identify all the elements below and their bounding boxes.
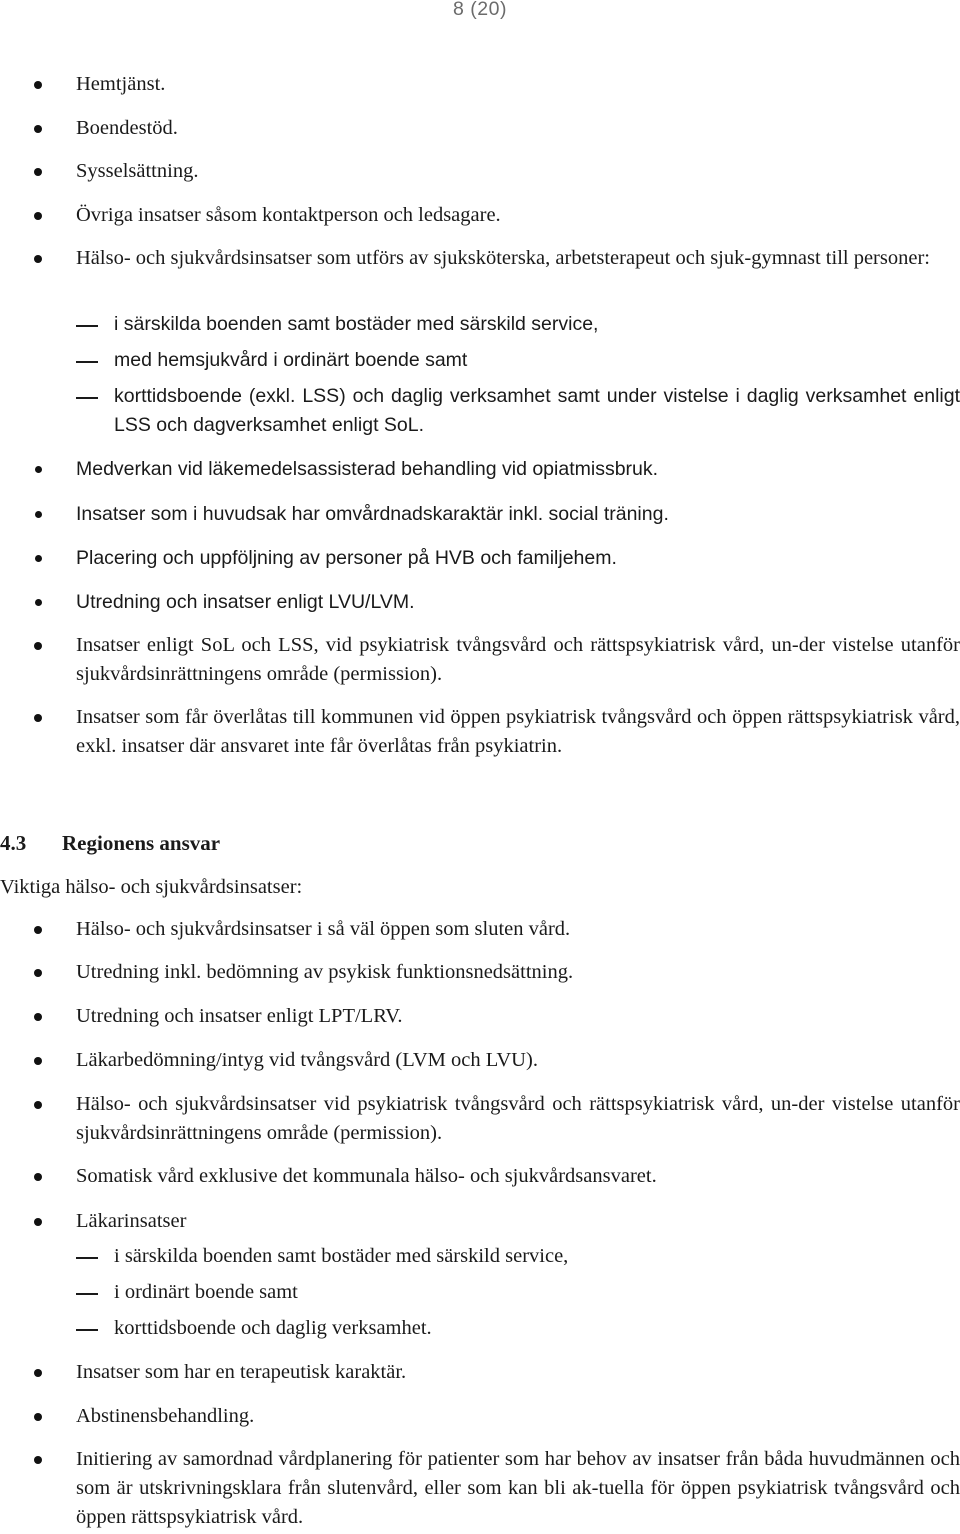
list-item: Insatser som har en terapeutisk karaktär. <box>76 1361 407 1383</box>
list-item: Hälso- och sjukvårdsinsatser som utförs av sjuksköterska, arbetsterapeut och sjuk-gymnast till personer: <box>76 247 930 269</box>
list-item: Insatser som i huvudsak har omvårdnadskaraktär inkl. social träning. <box>76 503 669 525</box>
list-item: Utredning inkl. bedömning av psykisk funktionsnedsättning. <box>76 961 574 983</box>
sub-list-item: korttidsboende och daglig verksamhet. <box>114 1317 432 1339</box>
bullet-icon <box>35 599 42 606</box>
list-item: Hemtjänst. <box>76 73 166 95</box>
page-number: 8 (20) <box>453 0 507 20</box>
bullet-icon <box>34 125 42 133</box>
list-item: Hälso- och sjukvårdsinsatser vid psykiatrisk tvångsvård och rättspsykiatrisk vård, un-der vistelse utanför sjukvårdsinrättningens område (permission). <box>76 1093 960 1144</box>
list-item: Utredning och insatser enligt LVU/LVM. <box>76 591 415 613</box>
dash-icon <box>76 361 98 363</box>
section-intro: Viktiga hälso- och sjukvårdsinsatser: <box>0 876 303 898</box>
sub-list-item: i särskilda boenden samt bostäder med särskild service, <box>114 313 599 335</box>
bullet-icon <box>34 926 42 934</box>
section-number: 4.3 <box>0 831 27 855</box>
list-item: Övriga insatser såsom kontaktperson och ledsagare. <box>76 204 501 226</box>
sub-list-item: korttidsboende (exkl. LSS) och daglig verksamhet samt under vistelse i daglig verksamhet enligt LSS och dagverksamhet enligt SoL. <box>114 385 960 436</box>
dash-icon <box>76 1257 98 1259</box>
bullet-icon <box>34 642 42 650</box>
list-item: Medverkan vid läkemedelsassisterad behandling vid opiatmissbruk. <box>76 458 659 480</box>
bullet-icon <box>34 255 42 263</box>
list-item: Sysselsättning. <box>76 160 199 182</box>
bullet-icon <box>34 1413 42 1421</box>
dash-icon <box>76 1329 98 1331</box>
bullet-icon <box>34 1218 42 1226</box>
dash-icon <box>76 397 98 399</box>
bullet-icon <box>34 714 42 722</box>
bullet-icon <box>34 168 42 176</box>
sub-list-item: i särskilda boenden samt bostäder med särskild service, <box>114 1245 569 1267</box>
bullet-icon <box>34 969 42 977</box>
bullet-icon <box>34 212 42 220</box>
list-item: Placering och uppföljning av personer på HVB och familjehem. <box>76 547 617 569</box>
list-item: Somatisk vård exklusive det kommunala hälso- och sjukvårdsansvaret. <box>76 1165 657 1187</box>
bullet-icon <box>34 1456 42 1464</box>
dash-icon <box>76 325 98 327</box>
list-item: Initiering av samordnad vårdplanering för patienter som har behov av insatser från båda huvudmännen och som är utskrivningsklara från slutenvård, eller som kan bli ak-tuella för öppen psykiatrisk tvångsvård och öppen rättspsykiatrisk vård. <box>76 1448 960 1528</box>
bullet-icon <box>35 555 42 562</box>
list-item: Abstinensbehandling. <box>76 1405 255 1427</box>
bullet-icon <box>34 1057 42 1065</box>
sub-list-item: med hemsjukvård i ordinärt boende samt <box>114 349 468 371</box>
section-heading <box>0 829 220 858</box>
bullet-icon <box>34 1369 42 1377</box>
bullet-icon <box>34 81 42 89</box>
bullet-icon <box>34 1013 42 1021</box>
list-item: Läkarbedömning/intyg vid tvångsvård (LVM och LVU). <box>76 1049 538 1071</box>
section-title: Regionens ansvar <box>62 831 221 855</box>
bullet-icon <box>34 1173 42 1181</box>
list-item: Insatser enligt SoL och LSS, vid psykiatrisk tvångsvård och rättspsykiatrisk vård, un-der vistelse utanför sjukvårdsinrättningens område (permission). <box>76 634 960 685</box>
sub-list-item: i ordinärt boende samt <box>114 1281 298 1303</box>
list-item: Utredning och insatser enligt LPT/LRV. <box>76 1005 403 1027</box>
list-item: Insatser som får överlåtas till kommunen vid öppen psykiatrisk tvångsvård och öppen rättspsykiatrisk vård, exkl. insatser där ansvaret inte får överlåtas från psykiatrin. <box>76 706 960 757</box>
list-item: Läkarinsatser <box>76 1210 187 1232</box>
bullet-icon <box>35 466 42 473</box>
dash-icon <box>76 1293 98 1295</box>
bullet-icon <box>34 1101 42 1109</box>
list-item: Hälso- och sjukvårdsinsatser i så väl öppen som sluten vård. <box>76 918 571 940</box>
bullet-icon <box>35 511 42 518</box>
list-item: Boendestöd. <box>76 117 178 139</box>
